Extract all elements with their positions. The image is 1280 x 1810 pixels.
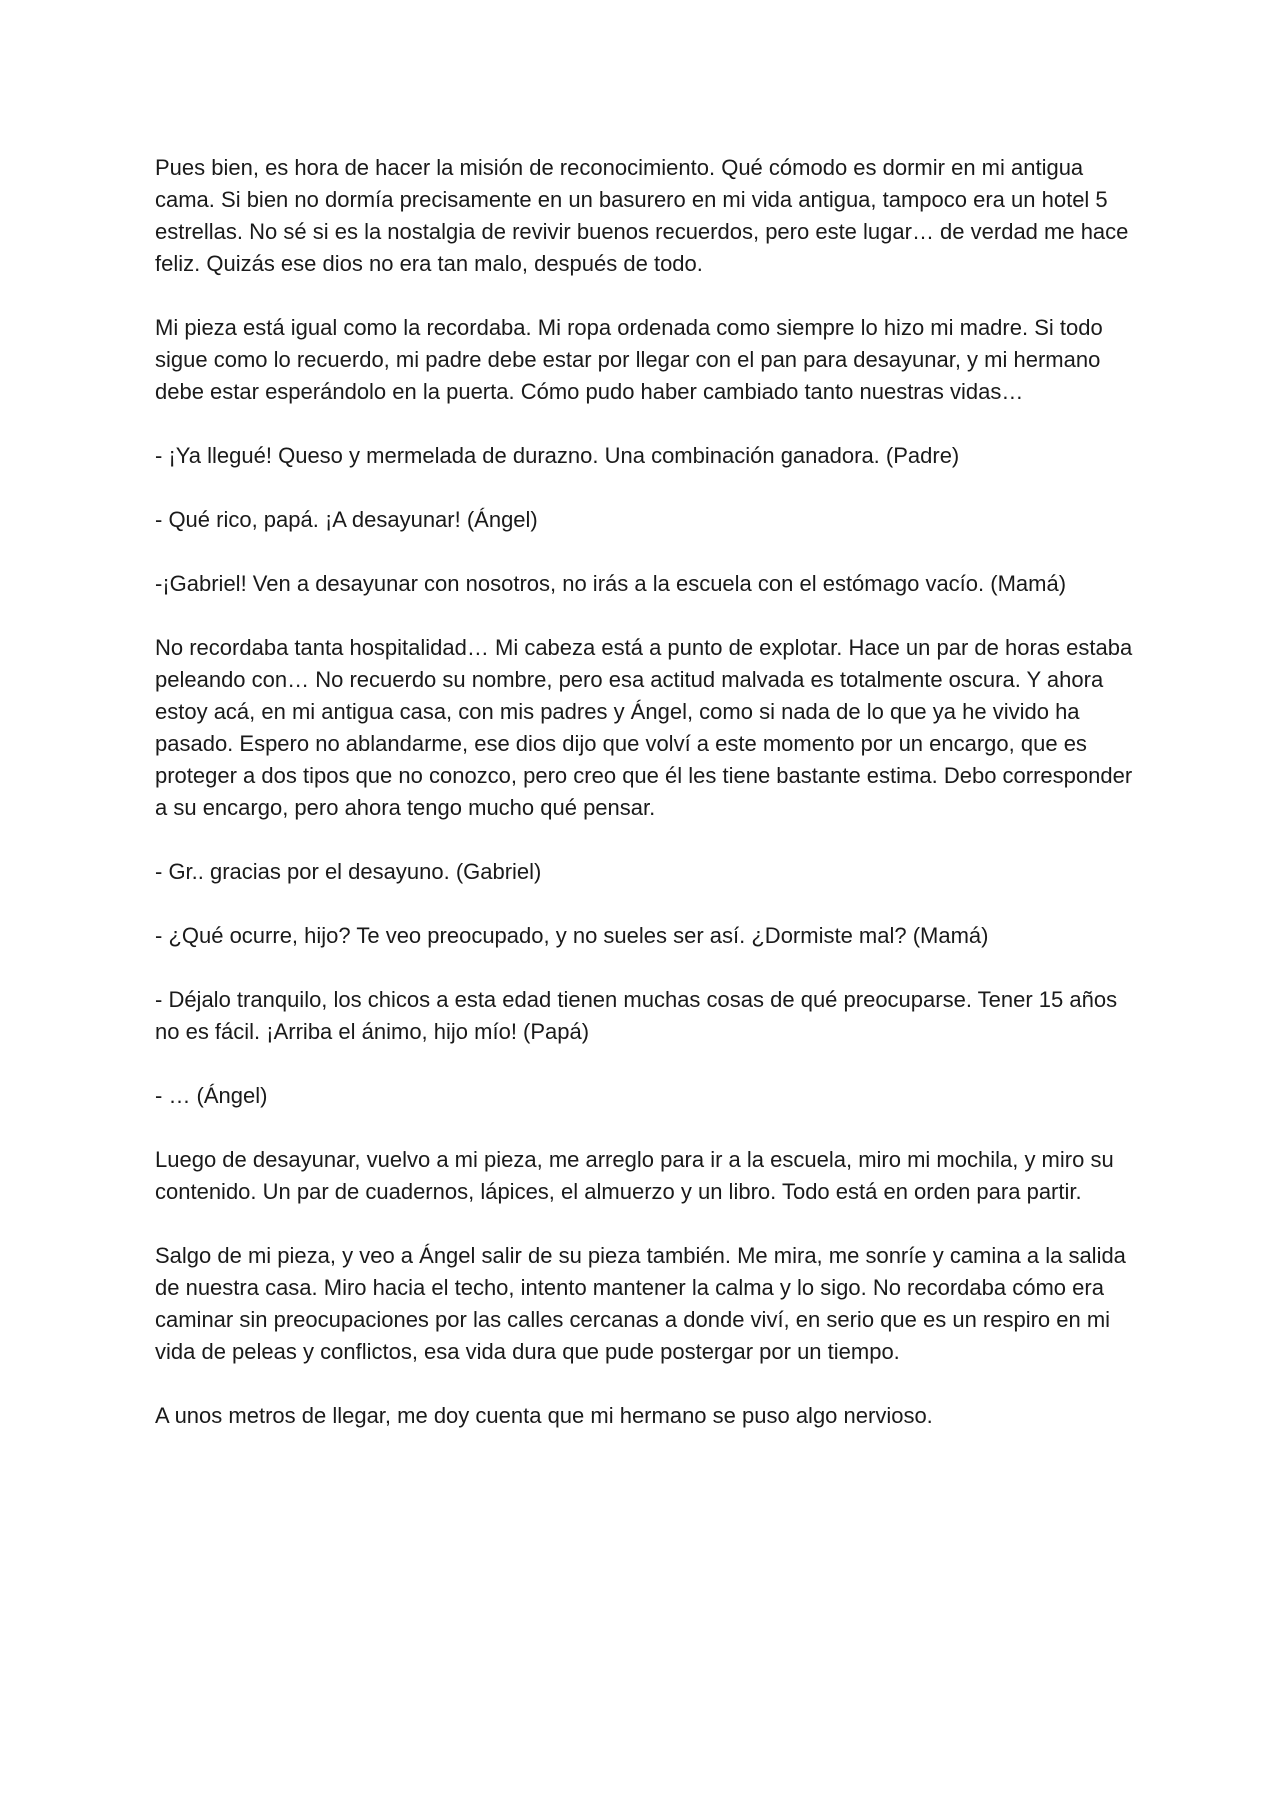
paragraph: Luego de desayunar, vuelvo a mi pieza, me arreglo para ir a la escuela, miro mi mochila, y miro su contenido. Un par de cuadernos, lápices, el almuerzo y un libro. Todo está en orden para partir. xyxy=(155,1147,1114,1204)
paragraph: Salgo de mi pieza, y veo a Ángel salir de su pieza también. Me mira, me sonríe y camina a la salida de nuestra casa. Miro hacia el techo, intento mantener la calma y lo sigo. No recordaba cómo era caminar sin preocupaciones por las calles cercanas a donde viví, en serio que es un respiro en mi vida de peleas y conflictos, esa vida dura que pude postergar por un tiempo. xyxy=(155,1243,1126,1364)
paragraph: No recordaba tanta hospitalidad… Mi cabeza está a punto de explotar. Hace un par de horas estaba peleando con… No recuerdo su nombre, pero esa actitud malvada es totalmente oscura. Y ahora estoy acá, en mi antigua casa, con mis padres y Ángel, como si nada de lo que ya he vivido ha pasado. Espero no ablandarme, ese dios dijo que volví a este momento por un encargo, que es proteger a dos tipos que no conozco, pero creo que él les tiene bastante estima. Debo corresponder a su encargo, pero ahora tengo mucho qué pensar. xyxy=(155,635,1133,820)
dialogue-line: - Gr.. gracias por el desayuno. (Gabriel) xyxy=(155,859,542,884)
dialogue-line: -¡Gabriel! Ven a desayunar con nosotros, no irás a la escuela con el estómago vacío. (Mamá) xyxy=(155,571,1067,596)
paragraph: Mi pieza está igual como la recordaba. Mi ropa ordenada como siempre lo hizo mi madre. Si todo sigue como lo recuerdo, mi padre debe estar por llegar con el pan para desayunar, y mi hermano debe estar esperándolo en la puerta. Cómo pudo haber cambiado tanto nuestras vidas… xyxy=(155,315,1103,404)
dialogue-line: - Déjalo tranquilo, los chicos a esta edad tienen muchas cosas de qué preocuparse. Tener 15 años no es fácil. ¡Arriba el ánimo, hijo mío! (Papá) xyxy=(155,987,1118,1044)
dialogue-line: - … (Ángel) xyxy=(155,1083,268,1108)
paragraph: A unos metros de llegar, me doy cuenta que mi hermano se puso algo nervioso. xyxy=(155,1403,933,1428)
document-body xyxy=(155,152,1135,1432)
paragraph: Pues bien, es hora de hacer la misión de reconocimiento. Qué cómodo es dormir en mi antigua cama. Si bien no dormía precisamente en un basurero en mi vida antigua, tampoco era un hotel 5 estrellas. No sé si es la nostalgia de revivir buenos recuerdos, pero este lugar… de verdad me hace feliz. Quizás ese dios no era tan malo, después de todo. xyxy=(155,155,1129,276)
dialogue-line: - Qué rico, papá. ¡A desayunar! (Ángel) xyxy=(155,507,538,532)
dialogue-line: - ¿Qué ocurre, hijo? Te veo preocupado, y no sueles ser así. ¿Dormiste mal? (Mamá) xyxy=(155,923,989,948)
dialogue-line: - ¡Ya llegué! Queso y mermelada de durazno. Una combinación ganadora. (Padre) xyxy=(155,443,960,468)
